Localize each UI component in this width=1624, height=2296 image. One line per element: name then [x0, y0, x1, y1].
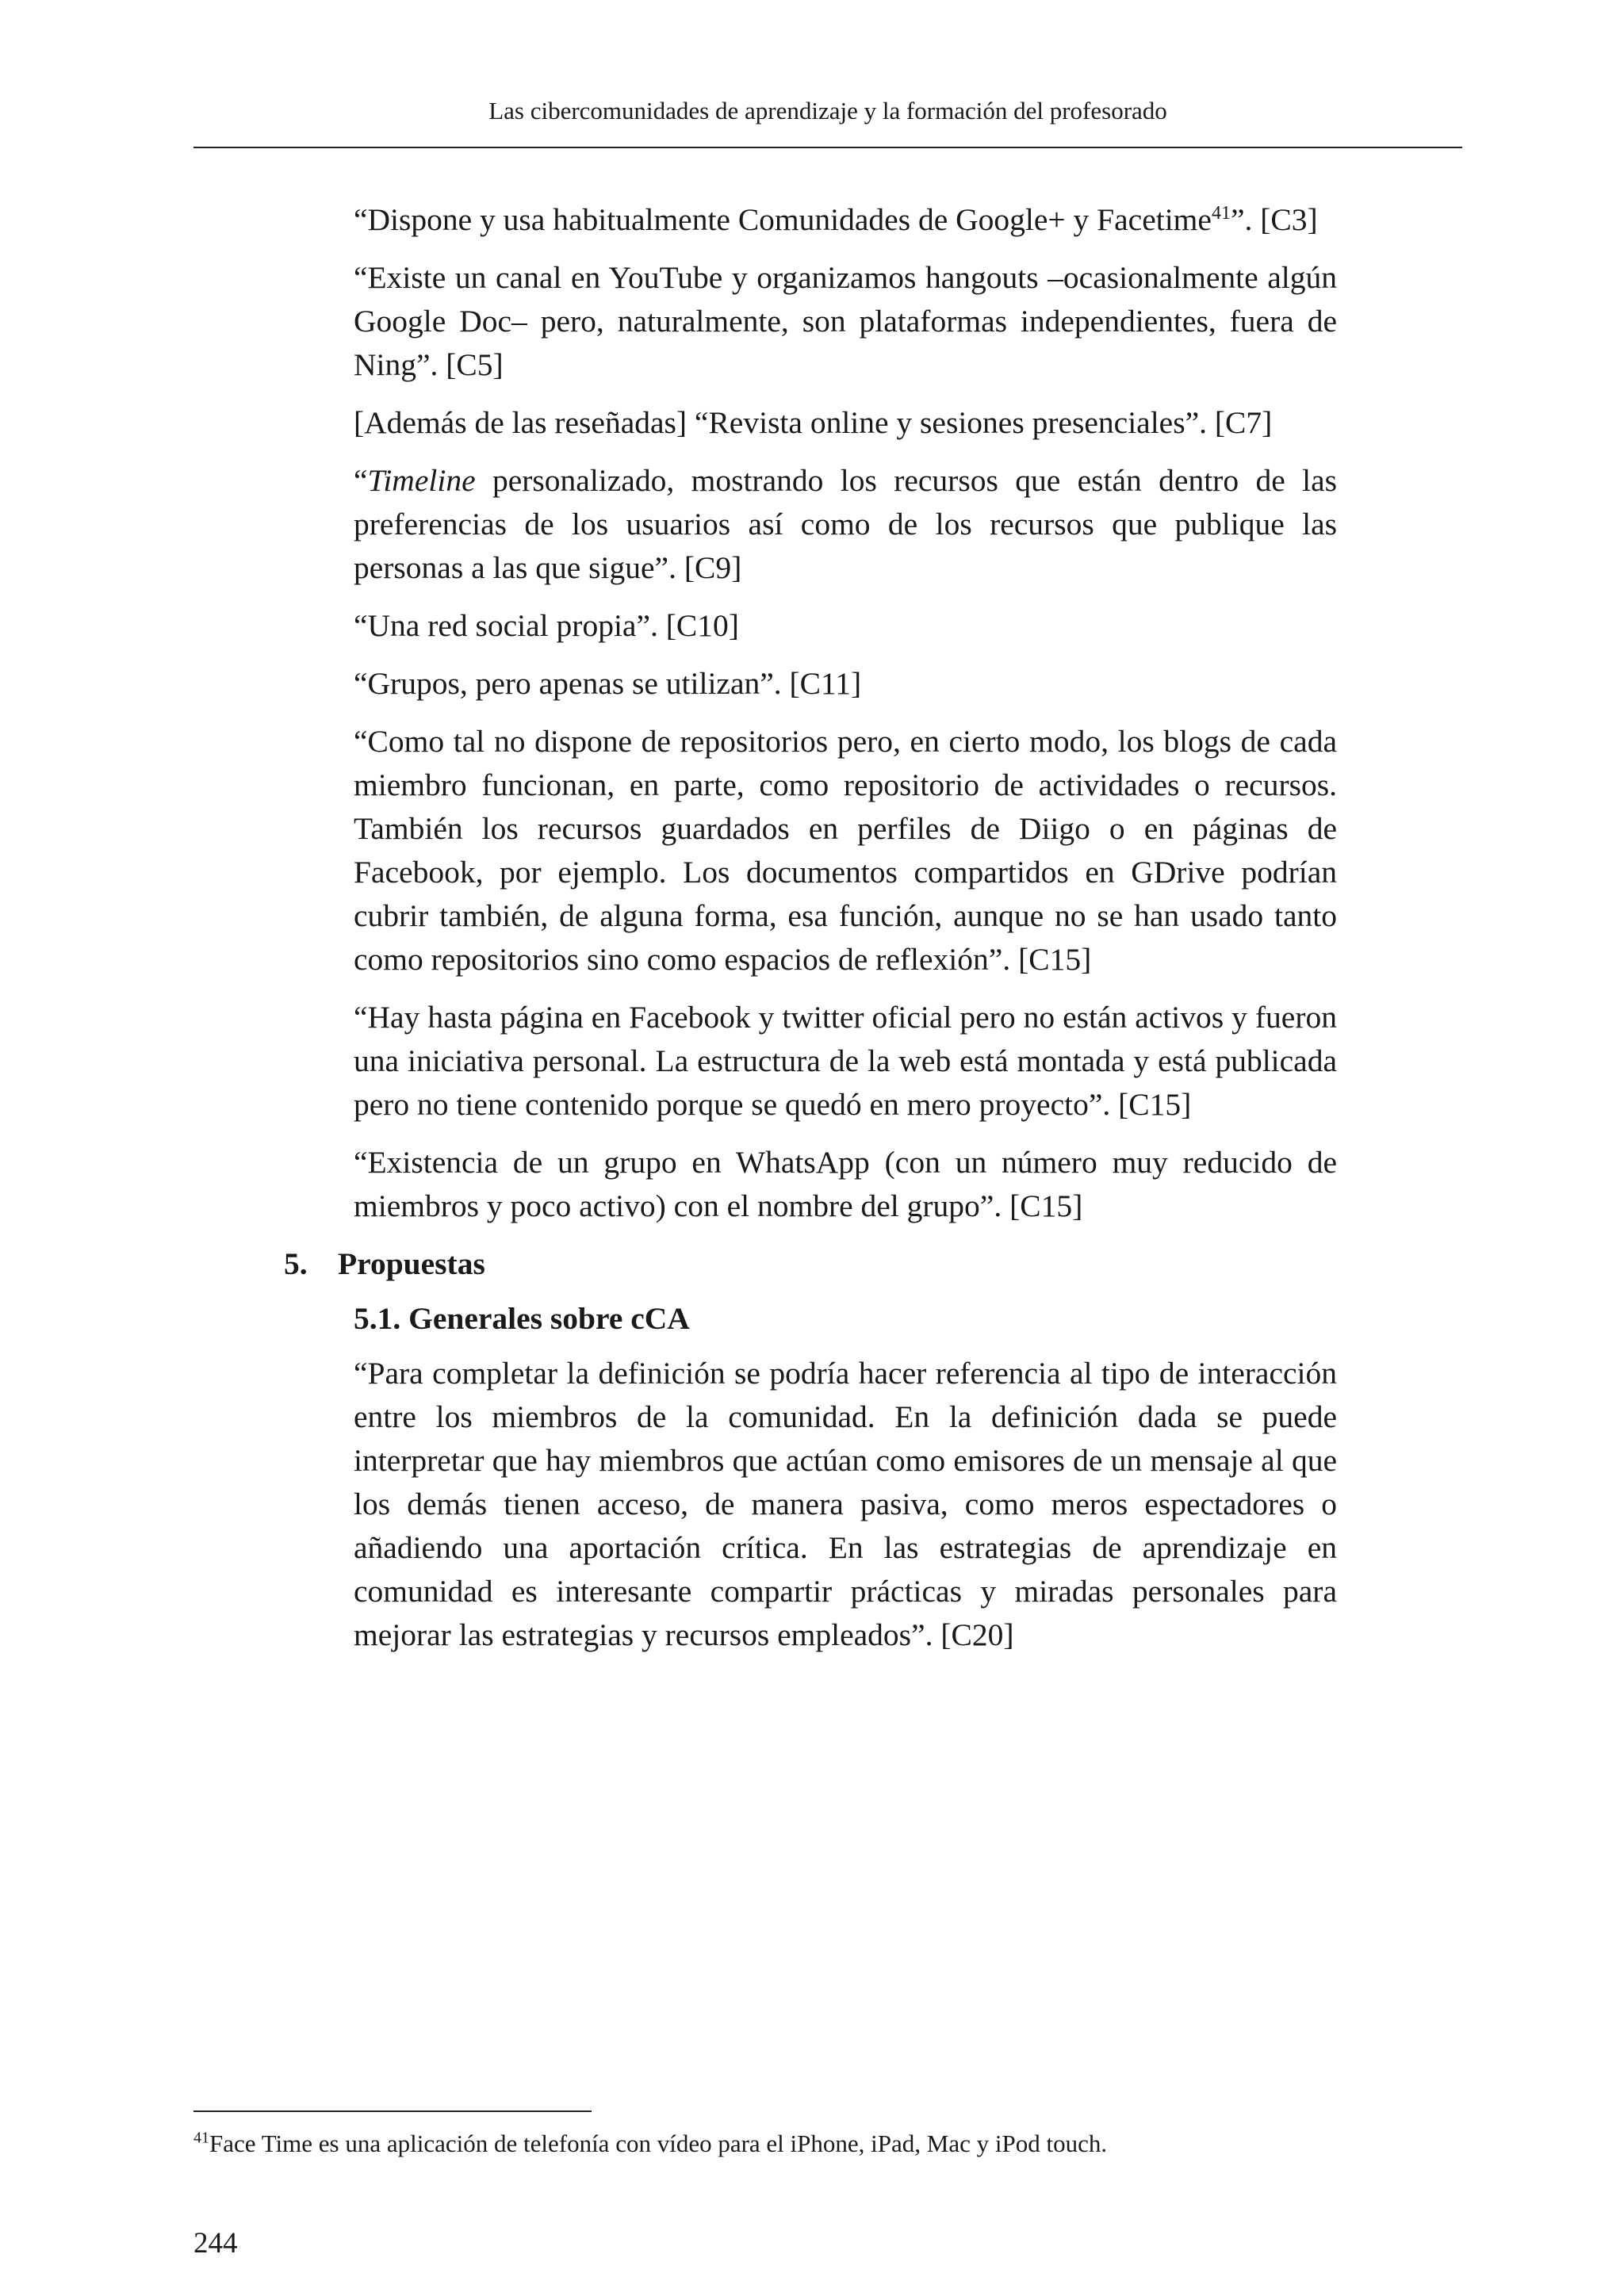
header-rule [193, 147, 1462, 148]
quote-c15-facebook: “Hay hasta página en Facebook y twitter oficial pero no están activos y fueron una iniciativa personal. La estructura de la web está montada y está publicada pero no tiene contenido porque se quedó en mero proyecto”. [C15] [354, 1000, 1337, 1122]
quote-c3-text: “Dispone y usa habitualmente Comunidades de Google+ y Facetime [354, 202, 1212, 237]
quote-c15-repositories: “Como tal no dispone de repositorios pero, en cierto modo, los blogs de cada miembro funcionan, en parte, como repositorio de actividades o recursos. También los recursos guardados en perfiles de Diigo o en páginas de Facebook, por ejemplo. Los documentos compartidos en GDrive podrían cubrir también, de alguna forma, esa función, aunque no se han usado tanto como repositorios sino como espacios de reflexión”. [C15] [354, 724, 1337, 977]
section-heading [284, 1242, 1337, 1286]
quote-c20: “Para completar la definición se podría hacer referencia al tipo de interacción entre los miembros de la comunidad. En la definición dada se puede interpretar que hay miembros que actúan como emisores de un mensaje al que los demás tienen acceso, de manera pasiva, como meros espectadores o añadiendo una aportación crítica. En las estrategias de aprendizaje en comunidad es interesante compartir prácticas y miradas personales para mejorar las estrategias y recursos empleados”. [C20] [354, 1356, 1337, 1652]
footnote-marker: 41 [193, 2129, 209, 2147]
quote-c3 [354, 198, 1337, 242]
quote-c10: “Una red social propia”. [C10] [354, 608, 739, 643]
quote-c15-whatsapp: “Existencia de un grupo en WhatsApp (con un número muy reducido de miembros y poco activo) con el nombre del grupo”. [C15] [354, 1145, 1337, 1223]
quote-c3-text-end: ”. [C3] [1230, 202, 1318, 237]
footnote-rule [193, 2110, 592, 2112]
page-number: 244 [193, 2227, 238, 2260]
quote-c9-italic: Timeline [367, 463, 476, 498]
footnote-text: Face Time es una aplicación de telefonía con vídeo para el iPhone, iPad, Mac y iPod touch. [209, 2130, 1108, 2157]
quote-c7: [Además de las reseñadas] “Revista online y sesiones presenciales”. [C7] [354, 405, 1273, 440]
quote-c9-open: “ [354, 463, 368, 498]
section-number: 5. [284, 1246, 308, 1281]
subsection-heading: 5.1. Generales sobre cCA [354, 1301, 690, 1336]
footnote [193, 2128, 1462, 2160]
quote-c9-text: personalizado, mostrando los recursos que están dentro de las preferencias de los usuarios así como de los recursos que publique las personas a las que sigue”. [C9] [354, 463, 1337, 585]
footnote-ref-41[interactable]: 41 [1211, 202, 1231, 224]
quote-c9 [354, 459, 1337, 590]
section-title: Propuestas [338, 1246, 485, 1281]
page-body [284, 198, 1337, 1671]
running-header: Las cibercomunidades de aprendizaje y la formación del profesorado [488, 97, 1167, 124]
quote-c11: “Grupos, pero apenas se utilizan”. [C11] [354, 666, 862, 701]
quote-c5: “Existe un canal en YouTube y organizamos hangouts –ocasionalmente algún Google Doc– pero, naturalmente, son plataformas independientes, fuera de Ning”. [C5] [354, 260, 1337, 382]
